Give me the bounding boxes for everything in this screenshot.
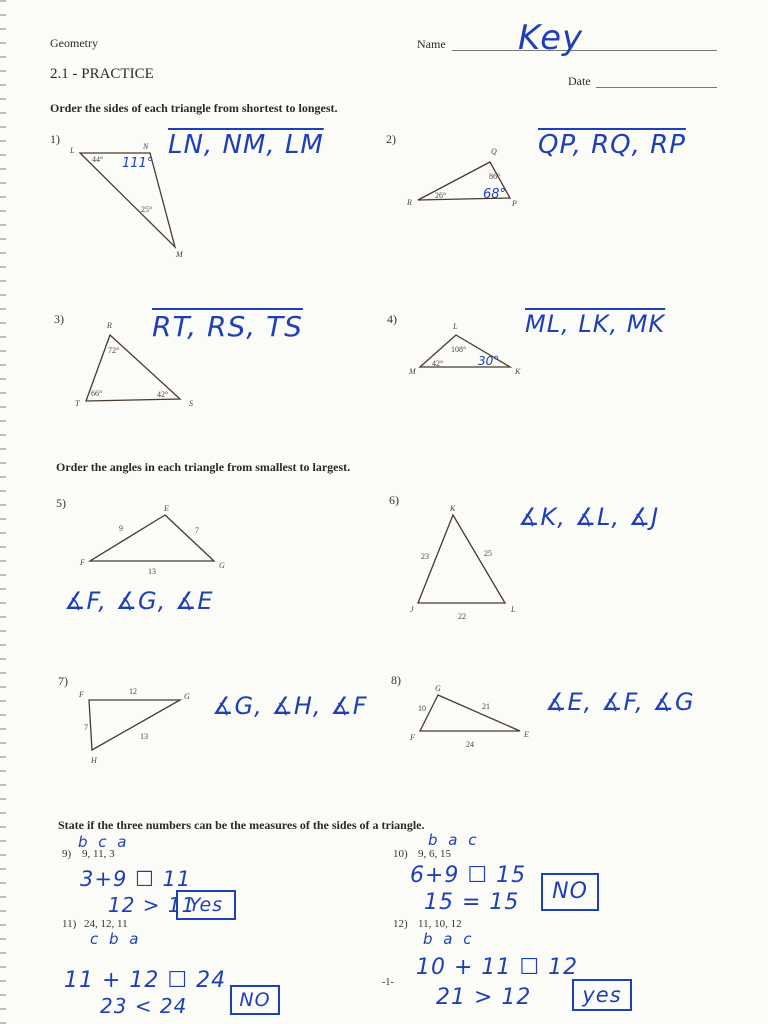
side-label: 10 (418, 704, 426, 713)
work-result: 12 > 11 (108, 893, 196, 917)
angle-label: 25° (141, 205, 153, 214)
vertex-label: N (143, 142, 149, 151)
angle-label: 42° (432, 359, 444, 368)
work-inequality: 6+9 ☐ 15 (410, 863, 527, 888)
answer: ∡K, ∡L, ∡J (518, 503, 660, 531)
side-letters: c b a (90, 930, 142, 948)
problem-number: 12) (393, 918, 408, 930)
problem-number: 9) (62, 848, 72, 860)
vertex-label: G (184, 692, 190, 701)
answer-box: NO (541, 873, 599, 911)
problem-values: 11, 10, 12 (418, 918, 462, 930)
angle-label: 26° (435, 191, 447, 200)
vertex-label: F (79, 690, 84, 699)
vertex-label: L (453, 322, 458, 331)
answer: ∡E, ∡F, ∡G (545, 688, 695, 716)
spiral-binding-edge (0, 0, 6, 1024)
answer-box: NO (230, 985, 280, 1015)
angle-label: 86° (489, 172, 501, 181)
vertex-label: G (219, 561, 225, 570)
vertex-label: G (435, 684, 441, 693)
problem-number: 3) (54, 312, 64, 326)
side-label: 21 (482, 702, 490, 711)
page-title: 2.1 - PRACTICE (50, 66, 154, 82)
problem-number: 11) (62, 918, 77, 930)
problem-number: 10) (393, 848, 408, 860)
problem-number: 8) (391, 673, 401, 687)
name-value: Key (518, 18, 584, 58)
side-label: 22 (458, 612, 466, 621)
work-result: 15 = 15 (424, 890, 520, 915)
problem-values: 9, 6, 15 (418, 848, 451, 860)
side-label: 7 (84, 723, 88, 732)
vertex-label: Q (491, 147, 497, 156)
work-inequality: 3+9 ☐ 11 (80, 867, 192, 891)
problem-number: 2) (386, 132, 396, 146)
vertex-label: T (75, 399, 80, 408)
course-label: Geometry (50, 36, 98, 50)
problem-number: 5) (56, 496, 66, 510)
vertex-label: F (410, 733, 415, 742)
work-result: 21 > 12 (436, 985, 532, 1010)
answer: LN, NM, LM (168, 130, 324, 160)
side-letters: b a c (428, 831, 480, 849)
vertex-label: K (515, 367, 521, 376)
problem-number: 1) (50, 132, 60, 146)
answer: QP, RQ, RP (538, 130, 686, 160)
answer: RT, RS, TS (152, 310, 303, 343)
side-letters: b a c (423, 930, 475, 948)
vertex-label: H (91, 756, 97, 765)
side-label: 24 (466, 740, 474, 749)
side-label: 12 (129, 687, 137, 696)
angle-label-handwritten: 68° (483, 187, 507, 202)
date-line (596, 87, 717, 88)
angle-label: 42° (157, 390, 169, 399)
vertex-label: S (189, 399, 193, 408)
vertex-label: R (407, 198, 412, 207)
section1-instruction: Order the sides of each triangle from shortest to longest. (50, 101, 338, 115)
side-label: 13 (140, 732, 148, 741)
problem-values: 24, 12, 11 (84, 918, 128, 930)
side-label: 23 (421, 552, 429, 561)
answer: ∡F, ∡G, ∡E (64, 587, 214, 615)
side-label: 13 (148, 567, 156, 576)
side-label: 7 (195, 526, 199, 535)
section2-instruction: Order the angles in each triangle from smallest to largest. (56, 460, 351, 474)
problem-number: 4) (387, 312, 397, 326)
vertex-label: K (450, 504, 456, 513)
problem-number: 7) (58, 674, 68, 688)
vertex-label: P (512, 199, 517, 208)
problem-values: 9, 11, 3 (82, 848, 115, 860)
vertex-label: F (80, 558, 85, 567)
work-result: 23 < 24 (100, 994, 188, 1018)
side-label: 25 (484, 549, 492, 558)
answer-box: Yes (176, 890, 236, 920)
triangle-gfe (410, 685, 530, 740)
vertex-label: M (176, 250, 183, 259)
work-inequality: 10 + 11 ☐ 12 (416, 955, 579, 980)
work-inequality: 11 + 12 ☐ 24 (64, 968, 227, 993)
angle-label-handwritten: 111° (122, 156, 154, 171)
answer: ML, LK, MK (525, 310, 666, 338)
answer: ∡G, ∡H, ∡F (212, 692, 368, 720)
angle-label: 66° (91, 389, 103, 398)
triangle-qrp (400, 140, 530, 215)
vertex-label: E (524, 730, 529, 739)
vertex-label: L (70, 146, 75, 155)
angle-label-handwritten: 30° (478, 354, 500, 368)
answer-box: yes (572, 979, 632, 1011)
vertex-label: L (511, 605, 516, 614)
section3-instruction: State if the three numbers can be the measures of the sides of a triangle. (58, 818, 425, 832)
vertex-label: E (164, 504, 169, 513)
side-label: 9 (119, 524, 123, 533)
triangle-efg (80, 505, 230, 570)
date-label: Date (568, 74, 591, 88)
vertex-label: R (107, 321, 112, 330)
angle-label: 108° (451, 345, 467, 354)
triangle-fgh (80, 690, 190, 760)
angle-label: 44° (92, 155, 104, 164)
angle-label: 72° (108, 346, 120, 355)
side-letters: b c a (78, 833, 130, 851)
problem-number: 6) (389, 493, 399, 507)
vertex-label: M (409, 367, 416, 376)
name-label: Name (417, 37, 446, 51)
page-number: -1- (382, 977, 394, 988)
name-line (452, 50, 717, 51)
vertex-label: J (410, 605, 414, 614)
